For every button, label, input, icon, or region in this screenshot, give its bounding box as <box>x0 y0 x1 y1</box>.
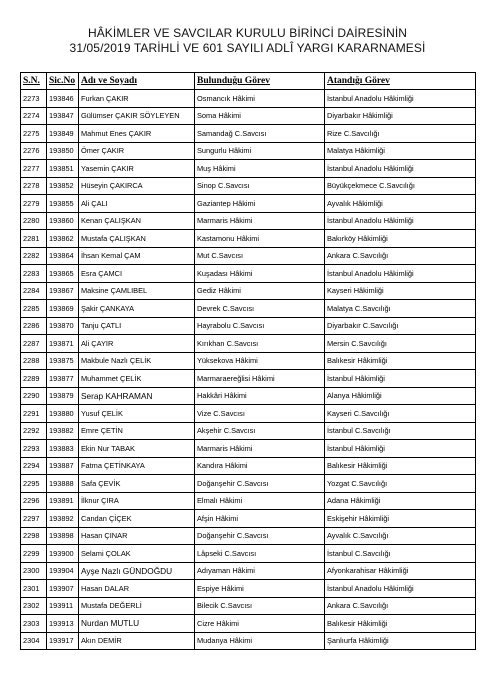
cell-current-post: Hayrabolu C.Savcısı <box>195 317 325 335</box>
cell-current-post: Adıyaman Hâkimi <box>195 562 325 580</box>
cell-current-post: Akşehir C.Savcısı <box>195 422 325 440</box>
cell-current-post: Mudanya Hâkimi <box>195 632 325 650</box>
cell-assigned-post: Şanlıurfa Hâkimliği <box>325 632 476 650</box>
cell-current-post: Marmaris Hâkimi <box>195 440 325 458</box>
cell-sic-no: 193883 <box>47 440 79 458</box>
cell-sn: 2297 <box>21 510 47 528</box>
cell-name: Yasemin ÇAKIR <box>79 160 195 178</box>
cell-sn: 2284 <box>21 282 47 300</box>
cell-sn: 2301 <box>21 580 47 598</box>
cell-sn: 2273 <box>21 90 47 108</box>
table-row <box>21 265 476 283</box>
table-row <box>21 247 476 265</box>
table-row <box>21 387 476 405</box>
cell-current-post: Devrek C.Savcısı <box>195 300 325 318</box>
table-row <box>21 300 476 318</box>
table-body <box>21 90 476 650</box>
table-row <box>21 160 476 178</box>
cell-current-post: Kandıra Hâkimi <box>195 457 325 475</box>
table-row <box>21 142 476 160</box>
cell-sic-no: 193855 <box>47 195 79 213</box>
cell-sn: 2283 <box>21 265 47 283</box>
cell-sn: 2300 <box>21 562 47 580</box>
cell-assigned-post: İstanbul Anadolu Hâkimliği <box>325 212 476 230</box>
cell-name: Candan ÇİÇEK <box>79 510 195 528</box>
cell-current-post: Afşin Hâkimi <box>195 510 325 528</box>
cell-sic-no: 193865 <box>47 265 79 283</box>
cell-name: Ali ÇAYIR <box>79 335 195 353</box>
cell-current-post: Doğanşehir C.Savcısı <box>195 527 325 545</box>
cell-sic-no: 193904 <box>47 562 79 580</box>
cell-name: Safa ÇEVİK <box>79 475 195 493</box>
cell-sn: 2298 <box>21 527 47 545</box>
cell-sn: 2280 <box>21 212 47 230</box>
cell-sic-no: 193913 <box>47 615 79 633</box>
cell-assigned-post: Büyükçekmece C.Savcılığı <box>325 177 476 195</box>
cell-assigned-post: İstanbul Anadolu Hâkimliği <box>325 90 476 108</box>
cell-name: Hasan ÇINAR <box>79 527 195 545</box>
cell-sn: 2282 <box>21 247 47 265</box>
cell-current-post: Gediz Hâkimi <box>195 282 325 300</box>
table-row <box>21 422 476 440</box>
cell-assigned-post: Yozgat C.Savcılığı <box>325 475 476 493</box>
cell-name: İlknur ÇIRA <box>79 492 195 510</box>
cell-assigned-post: Balıkesir Hâkimliği <box>325 457 476 475</box>
table-row <box>21 440 476 458</box>
cell-sic-no: 193860 <box>47 212 79 230</box>
cell-sic-no: 193888 <box>47 475 79 493</box>
cell-sic-no: 193900 <box>47 545 79 563</box>
cell-assigned-post: İstanbul Hâkimliği <box>325 370 476 388</box>
cell-assigned-post: Diyarbakır C.Savcılığı <box>325 317 476 335</box>
cell-assigned-post: Bakırköy Hâkimliği <box>325 230 476 248</box>
cell-current-post: Soma Hâkimi <box>195 107 325 125</box>
table-row <box>21 632 476 650</box>
cell-name: Muhammet ÇELİK <box>79 370 195 388</box>
cell-current-post: Marmaraereğlisi Hâkimi <box>195 370 325 388</box>
table-row <box>21 545 476 563</box>
table-row <box>21 527 476 545</box>
cell-name: Esra ÇAMCI <box>79 265 195 283</box>
cell-current-post: Yüksekova Hâkimi <box>195 352 325 370</box>
cell-sic-no: 193871 <box>47 335 79 353</box>
cell-current-post: Samandağ C.Savcısı <box>195 125 325 143</box>
cell-sn: 2304 <box>21 632 47 650</box>
table-row <box>21 475 476 493</box>
cell-name: Mustafa DEĞERLİ <box>79 597 195 615</box>
table-row <box>21 230 476 248</box>
cell-sic-no: 193911 <box>47 597 79 615</box>
table-row <box>21 580 476 598</box>
cell-sn: 2279 <box>21 195 47 213</box>
cell-assigned-post: Malatya Hâkimliği <box>325 142 476 160</box>
cell-sic-no: 193880 <box>47 405 79 423</box>
cell-assigned-post: Balıkesir Hâkimliği <box>325 615 476 633</box>
cell-name: Selami ÇOLAK <box>79 545 195 563</box>
table-row <box>21 597 476 615</box>
cell-sic-no: 193892 <box>47 510 79 528</box>
cell-assigned-post: Mersin C.Savcılığı <box>325 335 476 353</box>
table-header-row <box>21 73 476 90</box>
cell-assigned-post: Alanya Hâkimliği <box>325 387 476 405</box>
cell-sn: 2294 <box>21 457 47 475</box>
cell-name: Ali ÇALI <box>79 195 195 213</box>
cell-sic-no: 193867 <box>47 282 79 300</box>
cell-current-post: Kuşadası Hâkimi <box>195 265 325 283</box>
cell-sic-no: 193849 <box>47 125 79 143</box>
cell-sic-no: 193864 <box>47 247 79 265</box>
cell-sn: 2289 <box>21 370 47 388</box>
cell-assigned-post: Ayvalık Hâkimliği <box>325 195 476 213</box>
table-row <box>21 195 476 213</box>
table-row <box>21 335 476 353</box>
appointments-table <box>20 72 476 650</box>
cell-name: Nurdan MUTLU <box>79 615 195 633</box>
table-row <box>21 317 476 335</box>
cell-assigned-post: İstanbul C.Savcılığı <box>325 422 476 440</box>
cell-current-post: Cizre Hâkimi <box>195 615 325 633</box>
column-header-assigned-post: Atandığı Görev <box>325 73 476 90</box>
cell-sn: 2274 <box>21 107 47 125</box>
cell-name: Tanju ÇATLI <box>79 317 195 335</box>
cell-current-post: Mut C.Savcısı <box>195 247 325 265</box>
column-header-sic-no: Sic.No <box>47 73 79 90</box>
cell-name: Emre ÇETİN <box>79 422 195 440</box>
cell-sn: 2275 <box>21 125 47 143</box>
cell-sic-no: 193887 <box>47 457 79 475</box>
cell-sic-no: 193852 <box>47 177 79 195</box>
cell-sn: 2295 <box>21 475 47 493</box>
cell-current-post: Marmaris Hâkimi <box>195 212 325 230</box>
table-row <box>21 107 476 125</box>
cell-sn: 2276 <box>21 142 47 160</box>
cell-assigned-post: Malatya C.Savcılığı <box>325 300 476 318</box>
cell-sn: 2278 <box>21 177 47 195</box>
cell-sn: 2303 <box>21 615 47 633</box>
cell-sn: 2293 <box>21 440 47 458</box>
table-row <box>21 125 476 143</box>
table-row <box>21 177 476 195</box>
cell-sn: 2296 <box>21 492 47 510</box>
cell-sic-no: 193879 <box>47 387 79 405</box>
cell-sic-no: 193847 <box>47 107 79 125</box>
cell-name: Hasan DALAR <box>79 580 195 598</box>
cell-name: Mahmut Enes ÇAKIR <box>79 125 195 143</box>
cell-sn: 2285 <box>21 300 47 318</box>
cell-sic-no: 193917 <box>47 632 79 650</box>
cell-sn: 2299 <box>21 545 47 563</box>
cell-current-post: Vize C.Savcısı <box>195 405 325 423</box>
cell-sic-no: 193875 <box>47 352 79 370</box>
cell-sic-no: 193846 <box>47 90 79 108</box>
column-header-sn: S.N. <box>21 73 47 90</box>
cell-sn: 2286 <box>21 317 47 335</box>
cell-sn: 2302 <box>21 597 47 615</box>
cell-name: Furkan ÇAKIR <box>79 90 195 108</box>
cell-assigned-post: Afyonkarahisar Hâkimliği <box>325 562 476 580</box>
cell-assigned-post: Ankara C.Savcılığı <box>325 597 476 615</box>
cell-sn: 2281 <box>21 230 47 248</box>
document-title-line-2: 31/05/2019 TARİHLİ VE 601 SAYILI ADLÎ YARGI KARARNAMESİ <box>69 41 426 55</box>
cell-assigned-post: Balıkesir Hâkimliği <box>325 352 476 370</box>
cell-sic-no: 193862 <box>47 230 79 248</box>
table-row <box>21 352 476 370</box>
cell-name: Maksine ÇAMLIBEL <box>79 282 195 300</box>
cell-sic-no: 193870 <box>47 317 79 335</box>
cell-name: Şakir ÇANKAYA <box>79 300 195 318</box>
cell-sn: 2277 <box>21 160 47 178</box>
table-row <box>21 370 476 388</box>
cell-sic-no: 193882 <box>47 422 79 440</box>
cell-current-post: Gaziantep Hâkimi <box>195 195 325 213</box>
cell-assigned-post: Rize C.Savcılığı <box>325 125 476 143</box>
cell-name: Mustafa ÇALIŞKAN <box>79 230 195 248</box>
cell-current-post: Kastamonu Hâkimi <box>195 230 325 248</box>
cell-current-post: Espiye Hâkimi <box>195 580 325 598</box>
table-row <box>21 282 476 300</box>
cell-assigned-post: Ayvalık C.Savcılığı <box>325 527 476 545</box>
cell-assigned-post: İstanbul Anadolu Hâkimliği <box>325 265 476 283</box>
cell-assigned-post: İstanbul Hâkimliği <box>325 440 476 458</box>
cell-sn: 2288 <box>21 352 47 370</box>
cell-current-post: Lâpseki C.Savcısı <box>195 545 325 563</box>
column-header-name: Adı ve Soyadı <box>79 73 195 90</box>
cell-assigned-post: İstanbul Anadolu Hâkimliği <box>325 160 476 178</box>
table-row <box>21 405 476 423</box>
table-row <box>21 457 476 475</box>
table-row <box>21 510 476 528</box>
table-row <box>21 90 476 108</box>
cell-sn: 2291 <box>21 405 47 423</box>
cell-sn: 2287 <box>21 335 47 353</box>
cell-assigned-post: Kayseri C.Savcılığı <box>325 405 476 423</box>
cell-name: Fatma ÇETİNKAYA <box>79 457 195 475</box>
cell-name: Serap KAHRAMAN <box>79 387 195 405</box>
cell-sn: 2290 <box>21 387 47 405</box>
cell-name: Ekin Nur TABAK <box>79 440 195 458</box>
column-header-current-post: Bulunduğu Görev <box>195 73 325 90</box>
cell-name: Makbule Nazlı ÇELİK <box>79 352 195 370</box>
cell-name: İhsan Kemal ÇAM <box>79 247 195 265</box>
cell-current-post: Elmalı Hâkimi <box>195 492 325 510</box>
cell-current-post: Kırıkhan C.Savcısı <box>195 335 325 353</box>
cell-sn: 2292 <box>21 422 47 440</box>
cell-name: Akın DEMİR <box>79 632 195 650</box>
table-row <box>21 562 476 580</box>
cell-assigned-post: İstanbul C.Savcılığı <box>325 545 476 563</box>
cell-sic-no: 193891 <box>47 492 79 510</box>
cell-assigned-post: Eskişehir Hâkimliği <box>325 510 476 528</box>
table-row <box>21 212 476 230</box>
cell-assigned-post: Kayseri Hâkimliği <box>325 282 476 300</box>
cell-sic-no: 193850 <box>47 142 79 160</box>
cell-name: Gülümser ÇAKIR SÖYLEYEN <box>79 107 195 125</box>
table-row <box>21 615 476 633</box>
table-row <box>21 492 476 510</box>
cell-sic-no: 193907 <box>47 580 79 598</box>
cell-name: Ömer ÇAKIR <box>79 142 195 160</box>
cell-assigned-post: İstanbul Anadolu Hâkimliği <box>325 580 476 598</box>
cell-name: Ayşe Nazlı GÜNDOĞDU <box>79 562 195 580</box>
cell-name: Kenan ÇALIŞKAN <box>79 212 195 230</box>
cell-sic-no: 193898 <box>47 527 79 545</box>
cell-sic-no: 193869 <box>47 300 79 318</box>
cell-current-post: Sinop C.Savcısı <box>195 177 325 195</box>
cell-sic-no: 193851 <box>47 160 79 178</box>
cell-current-post: Bilecik C.Savcısı <box>195 597 325 615</box>
cell-current-post: Muş Hâkimi <box>195 160 325 178</box>
cell-current-post: Osmancık Hâkimi <box>195 90 325 108</box>
cell-name: Hüseyin ÇAKIRCA <box>79 177 195 195</box>
cell-assigned-post: Adana Hâkimliği <box>325 492 476 510</box>
cell-assigned-post: Diyarbakır Hâkimliği <box>325 107 476 125</box>
cell-assigned-post: Ankara C.Savcılığı <box>325 247 476 265</box>
cell-current-post: Doğanşehir C.Savcısı <box>195 475 325 493</box>
cell-current-post: Sungurlu Hâkimi <box>195 142 325 160</box>
cell-name: Yusuf ÇELİK <box>79 405 195 423</box>
cell-current-post: Hakkâri Hâkimi <box>195 387 325 405</box>
cell-sic-no: 193877 <box>47 370 79 388</box>
document-title-line-1: HÂKİMLER VE SAVCILAR KURULU BİRİNCİ DAİRESİNİN <box>87 26 408 40</box>
